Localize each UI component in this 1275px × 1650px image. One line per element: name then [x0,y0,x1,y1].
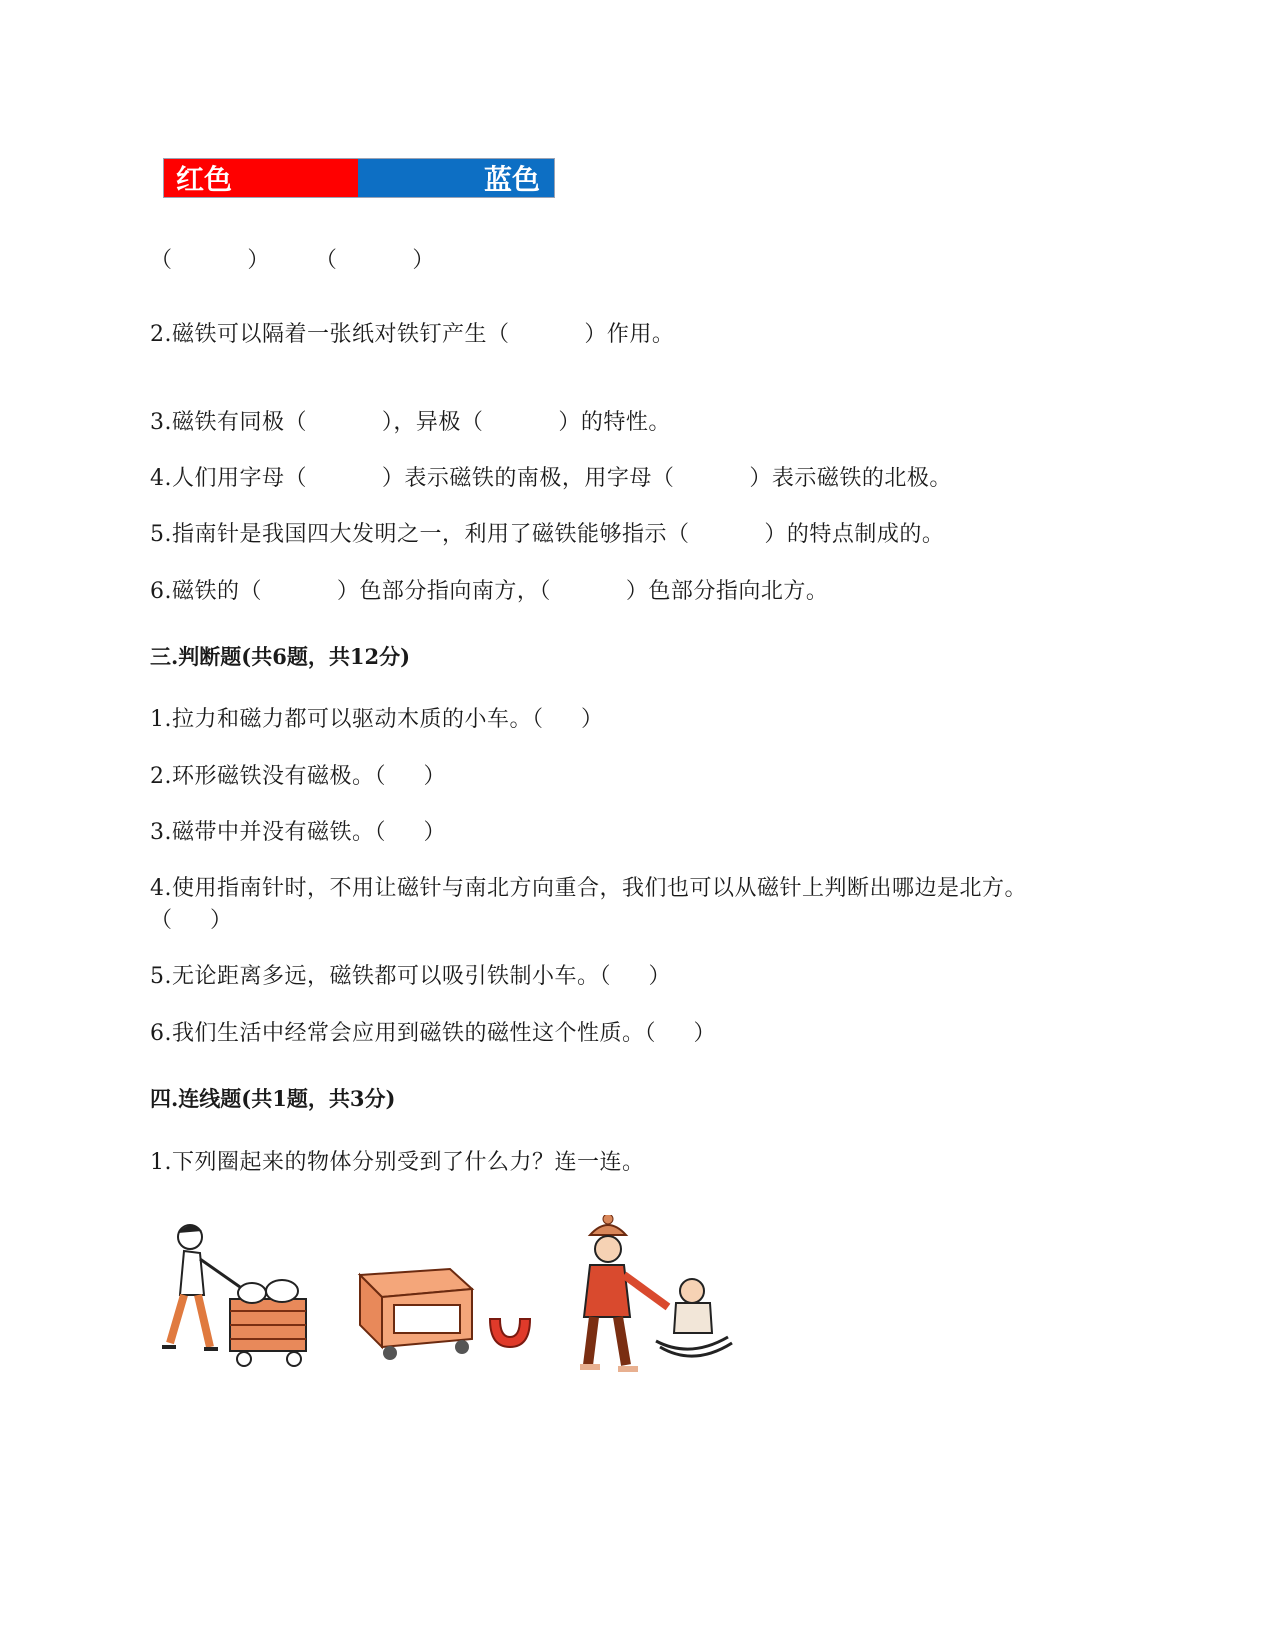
boy-pushing-cart-figure [148,1215,318,1390]
judge-question-4-paren: （ ） [150,908,233,933]
magnet-blanks-line: （ ） （ ） [150,248,435,273]
fill-question-3: 3.磁铁有同极（ ），异极（ ）的特性。 [150,410,671,435]
match-section-heading: 四.连线题(共1题，共3分) [150,1086,396,1111]
judge-question-1: 1.拉力和磁力都可以驱动木质的小车。（ ） [150,707,604,732]
match-question-1: 1.下列圈起来的物体分别受到了什么力？连一连。 [150,1150,645,1175]
magnet-blue-half [358,159,554,197]
fill-question-4: 4.人们用字母（ ）表示磁铁的南极，用字母（ ）表示磁铁的北极。 [150,466,952,491]
judge-question-5: 5.无论距离多远，磁铁都可以吸引铁制小车。（ ） [150,964,671,989]
judge-section-heading: 三.判断题(共6题，共12分) [150,644,411,669]
judge-question-6: 6.我们生活中经常会应用到磁铁的磁性这个性质。（ ） [150,1021,716,1046]
judge-question-4: 4.使用指南针时，不用让磁针与南北方向重合，我们也可以从磁针上判断出哪边是北方。 [150,876,1027,901]
magnet-red-label: 红色 [176,163,233,196]
judge-question-3: 3.磁带中并没有磁铁。（ ） [150,820,446,845]
sled-pulling-figure [560,1215,740,1390]
judge-question-2: 2.环形磁铁没有磁极。（ ） [150,764,446,789]
fill-question-5: 5.指南针是我国四大发明之一，利用了磁铁能够指示（ ）的特点制成的。 [150,522,945,547]
toy-car-and-magnet-figure [340,1215,540,1390]
magnet-bar [163,158,555,198]
fill-question-6: 6.磁铁的（ ）色部分指向南方，（ ）色部分指向北方。 [150,579,829,604]
magnet-red-half [164,159,358,197]
magnet-blue-label: 蓝色 [483,163,540,196]
fill-question-2: 2.磁铁可以隔着一张纸对铁钉产生（ ）作用。 [150,322,675,347]
